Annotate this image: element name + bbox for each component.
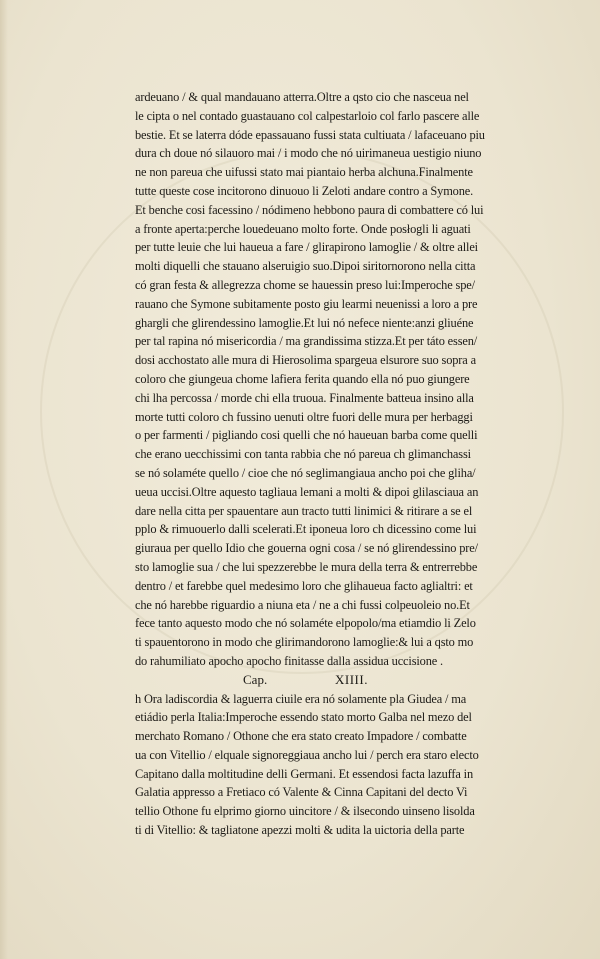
- text-line: ti spauentorono in modo che glirimandorono lamoglie:& lui a qsto mo: [135, 635, 474, 650]
- chapter-label: Cap.: [243, 671, 268, 687]
- text-line: giuraua per quello Idio che gouerna ogni cosa / se nó glirendessino pre/: [135, 541, 478, 556]
- text-line: do rahumiliato apocho apocho finitasse dalla assidua uccisione .: [135, 653, 443, 668]
- text-line: molti diquelli che stauano alseruigio suo.Dipoi siritornorono nella citta: [135, 259, 476, 274]
- text-line: dosi acchostato alle mura di Hierosolima spargeua elsurore suo sopra a: [135, 353, 476, 368]
- text-line: che erano uecchissimi con tanta rabbia che nó pareua ch glimanchassi: [135, 447, 471, 462]
- chapter-heading: [135, 671, 560, 690]
- text-line: sto lamoglie sua / che lui spezzerebbe le mura della terra & entrerrebbe: [135, 559, 478, 574]
- text-line: pplo & rimuouerlo dalli scelerati.Et iponeua loro ch dicessino come lui: [135, 522, 477, 537]
- text-line: ueua uccisi.Oltre aquesto tagliaua lemani a molti & dipoi glilasciaua an: [135, 484, 479, 499]
- text-line: tutte queste cose incitorono dinuouo li Zeloti andare contro a Symone.: [135, 183, 474, 198]
- text-line: ti di Vitellio: & tagliatone apezzi molti & udita la uictoria della parte: [135, 823, 465, 838]
- text-line: per tutte leuie che lui haueua a fare / glirapirono lamoglie / & oltre allei: [135, 240, 478, 255]
- text-line: etiádio perla Italia:Imperoche essendo stato morto Galba nel mezo del: [135, 710, 472, 725]
- text-line: Capitano dalla moltitudine delli Germani. Et essendosi facta lazuffa in: [135, 766, 474, 781]
- text-line: dura ch doue nó silauoro mai / i modo che nó uirimaneua uestigio niuno: [135, 146, 482, 161]
- text-line: fece tanto aquesto modo che nó solaméte elpopolo/ma etiamdio li Zelo: [135, 616, 476, 631]
- text-column: [135, 88, 560, 840]
- text-line: dentro / et farebbe quel medesimo loro che glihaueua facto aglialtri: et: [135, 578, 473, 593]
- page-edge-shadow: [0, 0, 8, 959]
- text-line: chi lha percossa / morde chi ella truoua. Finalmente batteua insino alla: [135, 390, 474, 405]
- text-line: h Ora ladiscordia & laguerra ciuile era nó solamente pla Giudea / ma: [135, 691, 467, 706]
- text-line: ne non pareua che uifussi stato mai piantaio herba alchuna.Finalmente: [135, 165, 473, 180]
- text-line: o per farmenti / pigliando cosi quelli che nó haueuan barba come quelli: [135, 428, 478, 443]
- text-line: rauano che Symone subitamente posto giu learmi neuenissi a loro a pre: [135, 296, 478, 311]
- text-line: coloro che giungeua chome lafiera ferita quando ella nó puo giungere: [135, 371, 470, 386]
- text-line: bestie. Et se laterra dóde epassauano fussi stata cultiuata / lafaceuano piu: [135, 127, 485, 142]
- text-line: ardeuano / & qual mandauano atterra.Oltre a qsto cio che nasceua nel: [135, 90, 469, 104]
- text-line: tellio Othone fu elprimo giorno uincitore / & ilsecondo uinseno lisolda: [135, 804, 475, 819]
- text-line: Galatia appresso a Fretiaco có Valente & Cinna Capitani del decto Vi: [135, 785, 468, 800]
- text-line: le cipta o nel contado guastauano col calpestarloio col farlo pascere alle: [135, 108, 480, 123]
- text-line: per tal rapina nó misericordia / ma grandissima stizza.Et per táto essen/: [135, 334, 478, 349]
- text-line: Et benche cosi facessino / nódimeno hebbono paura di combattere có lui: [135, 202, 484, 217]
- text-line: ghargli che glirendessino lamoglie.Et lui nó nefece niente:anzi gliuéne: [135, 315, 474, 330]
- text-line: che nó harebbe riguardio a niuna eta / ne a chi fussi colpeuoleio no.Et: [135, 597, 470, 612]
- text-line: merchato Romano / Othone che era stato creato Impadore / combatte: [135, 729, 467, 744]
- text-line: dare nella citta per spauentare aun tracto tutti linimici & ritirare a se el: [135, 503, 473, 518]
- text-line: morte tutti coloro ch fussino uenuti oltre fuori delle mura per herbaggi: [135, 409, 473, 424]
- chapter-number: XIIII.: [335, 671, 368, 687]
- text-line: a fronte aperta:perche louedeuano molto forte. Onde posłogli li aguati: [135, 221, 471, 236]
- text-line: se nó solaméte quello / cioe che nó seglimangiaua ancho poi che gliha/: [135, 465, 476, 480]
- text-line: ua con Vitellio / elquale signoreggiaua ancho lui / perch era staro electo: [135, 747, 479, 762]
- text-line: có gran festa & allegrezza chome se hauessin preso lui:Imperoche spe/: [135, 277, 475, 292]
